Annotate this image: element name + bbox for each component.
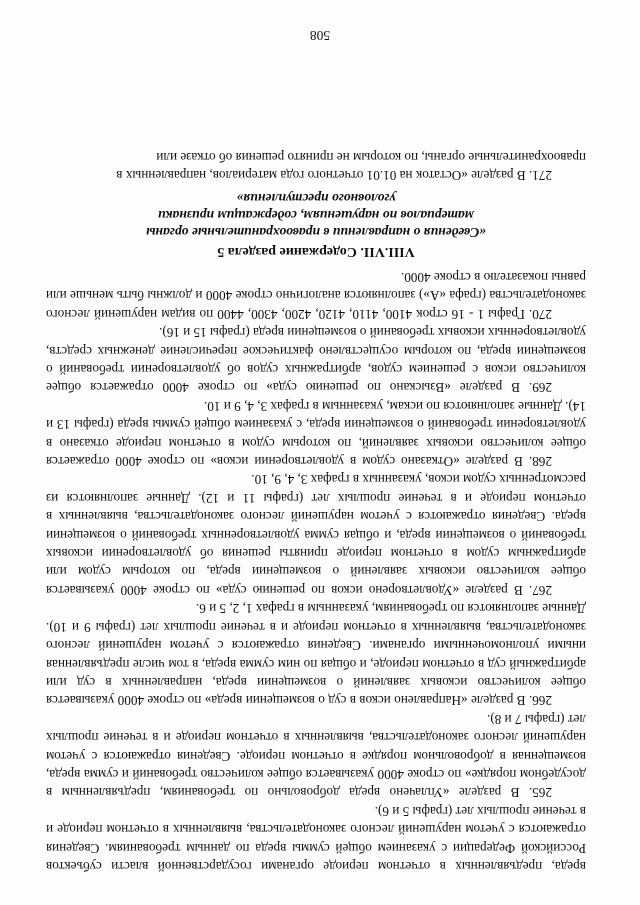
page-number: 508 <box>309 28 331 43</box>
section-subtitle-line-1: «Сведения о направлении в правоохранительные органы <box>146 225 487 241</box>
section-subtitle-line-3: уголовного преступления» <box>236 191 396 207</box>
page-body <box>46 147 586 875</box>
paragraph-268: 268. В разделе «Отказано судом в удовлетворении исков» по строке 4000 отражается общее количество исковых заявлений, по которым судом в отчетном периоде отказано в удовлетворении требований о возмещении вреда, с указанием общей суммы вреда (графы 13 и 14). Данные заполняются по искам, указанным в графах 3, 4, 9 и 10. <box>46 398 586 470</box>
paragraph-top: вреда, предъявленных в отчетном периоде органами государственной власти субъектов Российской Федерации с указанием общей суммы вреда по данным требованиям. Сведения отражаются с учетом нарушений лесного законодательства, выявленных в отчетном периоде и в течение прошлых лет (графы 5 и 6). <box>46 803 586 874</box>
section-title: VIII.VII. Содержание раздела 5 <box>217 243 415 259</box>
paragraph-269: 269. В разделе «Взыскано по решению суда» по строке 4000 отражается общее количество исков с решением судов, арбитражных судов об удовлетворении требований о возмещении вреда, по которым осуществлено фактическое перечисление денежных средств, удовлетворенных исковых требований о возмещении вреда (графы 15 и 16). <box>46 325 586 396</box>
paragraph-267: 267. В разделе «Удовлетворено исков по решению суда» по строке 4000 указывается общее количество исковых заявлений о возмещении вреда, по которым судом или арбитражным судом в отчетном периоде приняты решения об удовлетворении исковых требований о возмещении вреда, и общая сумма удовлетворенных требований о возмещении вреда. Сведения отражаются с учетом нарушений лесного законодательства, выявленных в отчетном периоде и в течение прошлых лет (графы 11 и 12). Данные заполняются из рассмотренных судом исков, указанных в графах 3, 4, 9, 10. <box>46 472 586 598</box>
paragraph-265: 265. В разделе «Уплачено вреда добровольно по требованиям, предъявленным в досудебном порядке» по строке 4000 указывается общее количество требований и сумма вреда, возмещенная в добровольном порядке в отчетном периоде. Сведения отражаются с учетом нарушений лесного законодательства, выявленных в отчетном периоде и в течение прошлых лет (графы 7 и 8). <box>46 711 586 801</box>
paragraph-271: 271. В разделе «Остаток на 01.01 отчетного года материалов, направленных в <box>116 168 552 184</box>
paragraph-266: 266. В разделе «Направлено исков в суд о возмещении вреда» по строке 4000 указывается общее количество исковых заявлений о возмещении вреда, направленных в суд или арбитражный суд в отчетном периоде, и общая по ним сумма вреда, в том числе предъявленная иными уполномоченными органами. Сведения отражаются с учетом нарушений лесного законодательства, выявленных в отчетном периоде и в течение прошлых лет (графы 9 и 10). Данные заполняются по требованиям, указанным в графах 1, 2, 5 и 6. <box>46 601 586 709</box>
section-heading <box>46 190 586 259</box>
section-subtitle-line-2: материалов по нарушениям, содержащим признаки <box>158 208 474 224</box>
paragraph-270: 270. Графы 1 - 16 строк 4100, 4110, 4120, 4200, 4300, 4400 по видам нарушений лесного законодательства (графа «А») заполняются аналогично строке 4000 и должны быть меньше или равны показателю в строке 4000. <box>46 270 586 322</box>
paragraph-continuation: правоохранительные органы, по которым не принято решения об отказе или <box>156 149 586 165</box>
